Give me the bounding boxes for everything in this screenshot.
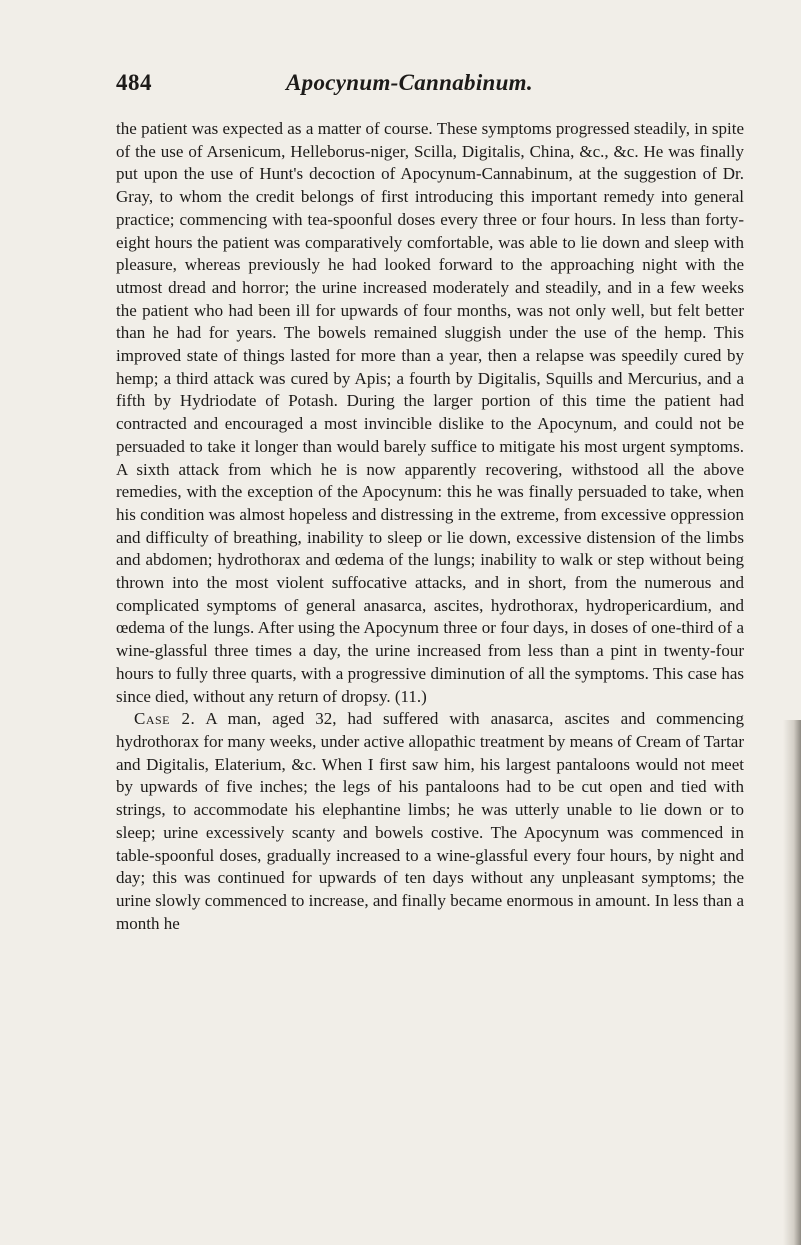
- running-head-title: Apocynum-Cannabinum.: [286, 70, 533, 95]
- paragraph-case-1-continuation: the patient was expected as a matter of course. These symptoms progressed steadily, in spite of the use of Arsenicum, Helleborus-niger, Scilla, Digitalis, China, &c., &c. He was finally put upon the use of Hunt's decoction of Apocynum-Cannabinum, at the suggestion of Dr. Gray, to whom the credit belongs of first introducing this important remedy into general practice; commencing with tea-spoonful doses every three or four hours. In less than forty-eight hours the patient was comparatively comfortable, was able to lie down and sleep with pleasure, whereas previously he had looked forward to the approaching night with the utmost dread and horror; the urine increased moderately and steadily, and in a few weeks the patient who had been ill for upwards of four months, was not only well, but felt better than he had for years. The bowels remained sluggish under the use of the hemp. This improved state of things lasted for more than a year, then a relapse was speedily cured by hemp; a third attack was cured by Apis; a fourth by Digitalis, Squills and Mercurius, and a fifth by Hydriodate of Potash. During the larger portion of this time the patient had contracted and encouraged a most invincible dislike to the Apocynum, and could not be persuaded to take it longer than would barely suffice to mitigate his most urgent symptoms. A sixth attack from which he is now apparently recovering, withstood all the above remedies, with the exception of the Apocynum: this he was finally persuaded to take, when his condition was almost hopeless and distressing in the extreme, from excessive oppression and difficulty of breathing, inability to sleep or lie down, excessive distension of the limbs and abdomen; hydrothorax and œdema of the lungs; inability to walk or step without being thrown into the most violent suffocative attacks, and in short, from the numerous and complicated symptoms of general anasarca, ascites, hydrothorax, hydropericardium, and œdema of the lungs. After using the Apocynum three or four days, in doses of one-third of a wine-glassful three times a day, the urine increased from less than a pint in twenty-four hours to fully three quarts, with a progressive diminution of all the symptoms. This case has since died, without any return of dropsy. (11.): [116, 119, 744, 706]
- case-label: Case 2.: [134, 709, 196, 729]
- page-edge-shadow: [783, 720, 801, 1245]
- running-head: [116, 70, 736, 100]
- case-2-text: A man, aged 32, had suffered with anasarca, ascites and commencing hydrothorax for many weeks, under active allopathic treatment by means of Cream of Tartar and Digitalis, Elaterium, &c. When I first saw him, his largest pantaloons would not meet by upwards of five inches; the legs of his pantaloons had to be cut open and tied with strings, to accommodate his elephantine limbs; he was utterly unable to lie down or to sleep; urine excessively scanty and bowels costive. The Apocynum was commenced in table-spoonful doses, gradually increased to a wine-glassful every four hours, by night and day; this was continued for upwards of ten days without any unpleasant symptoms; the urine slowly commenced to increase, and finally became enormous in amount. In less than a month he: [116, 709, 744, 933]
- page-number: 484: [116, 70, 152, 95]
- body-text: [116, 118, 744, 935]
- paragraph-case-2: [116, 708, 744, 935]
